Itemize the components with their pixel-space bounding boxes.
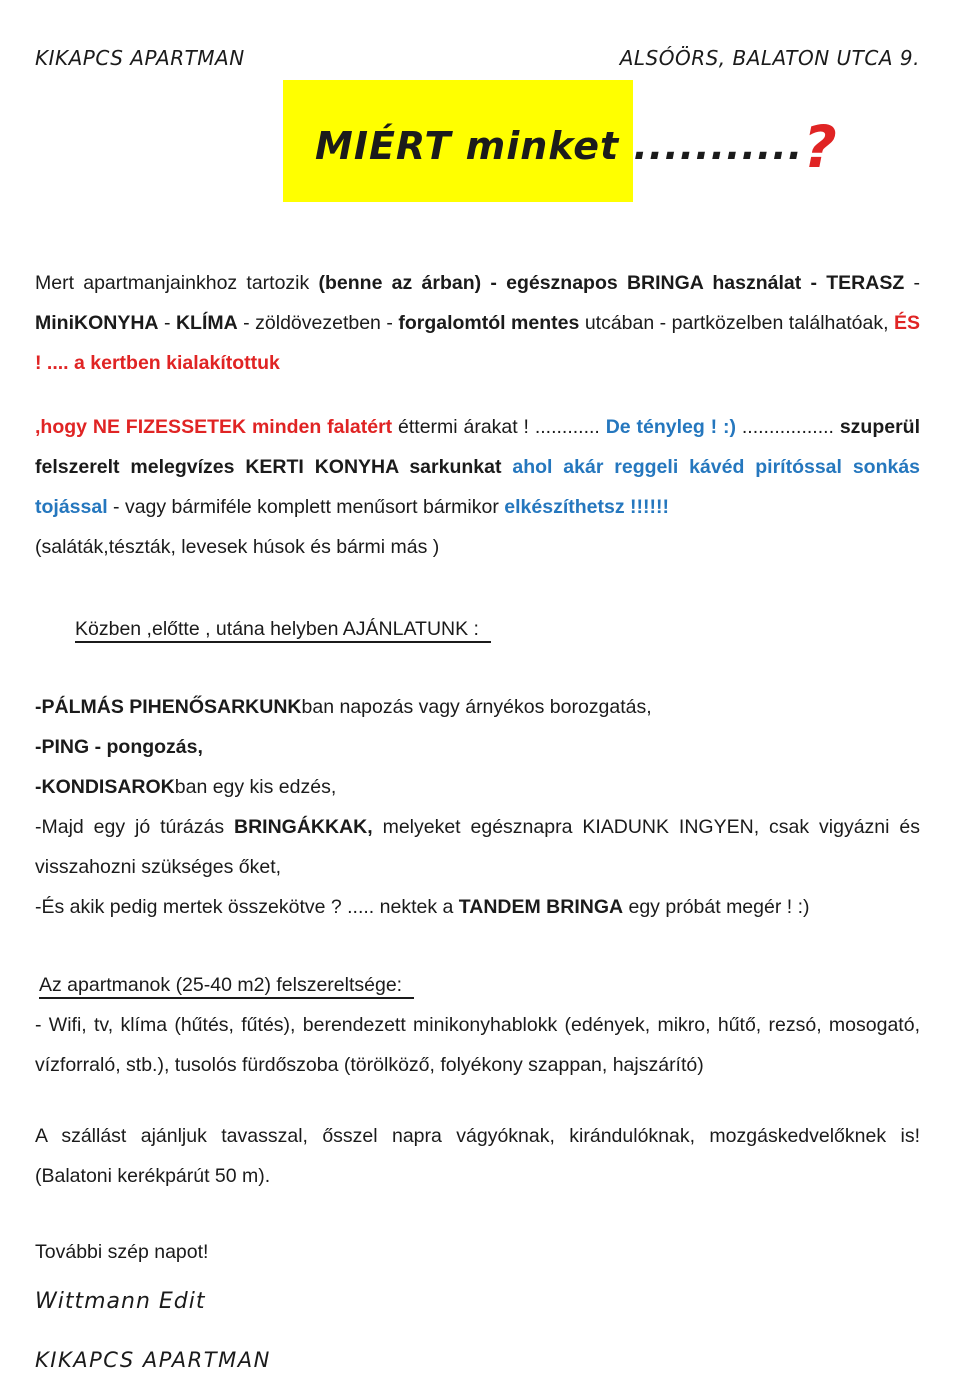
signature-name: Wittmann Edit bbox=[35, 1289, 206, 1315]
offer-item-bringa: -Majd egy jó túrázás BRINGÁKKAK, melyeket egésznapra KIADUNK INGYEN, csak vigyázni és visszahozni szükséges őket, bbox=[35, 815, 920, 878]
headline-text bbox=[315, 113, 838, 181]
kitchen-note: (saláták,tészták, levesek húsok és bármi más ) bbox=[35, 535, 440, 558]
red-question-mark: ? bbox=[803, 113, 838, 181]
equipment-section bbox=[35, 966, 920, 1086]
header-title-left: KIKAPCS APARTMAN bbox=[35, 46, 245, 70]
intro-paragraph: Mert apartmanjainkhoz tartozik (benne az árban) - egésznapos BRINGA használat - TERASZ - MiniKONYHA - KLÍMA - zöldövezetben - forgalomtól mentes utcában - partközelben találhatóak, ÉS ! .... a kertben kialakítottuk bbox=[35, 272, 921, 374]
season-paragraph: A szállást ajánljuk tavasszal, ősszel napra vágyóknak, kirándulóknak, mozgáskedvelőknek is! (Balatoni kerékpárút 50 m). bbox=[35, 1125, 920, 1188]
header-address-right: ALSÓÖRS, BALATON UTCA 9. bbox=[619, 46, 920, 70]
headline-banner bbox=[35, 78, 920, 230]
offer-item-tandem: -És akik pedig mertek összekötve ? ..... nektek a TANDEM BRINGA egy próbát megér ! :) bbox=[35, 895, 810, 918]
offers-heading-text: Közben ,előtte , utána helyben AJÁNLATUNK : bbox=[75, 618, 491, 643]
farewell-text: További szép napot! bbox=[35, 1241, 209, 1264]
offers-heading bbox=[75, 610, 920, 650]
document-header bbox=[35, 46, 920, 70]
equipment-heading bbox=[35, 966, 920, 1006]
equipment-heading-text: Az apartmanok (25-40 m2) felszereltsége: bbox=[39, 974, 414, 999]
kitchen-paragraph: ,hogy NE FIZESSETEK minden falatért éttermi árakat ! ............ De tényleg ! :) ................. szuperül felszerelt melegvízes KERTI KONYHA sarkunkat ahol akár reggeli kávéd pirítóssal sonkás tojással - vagy bármiféle komplett menűsort bármikor elkészíthetsz !!!!!! bbox=[35, 415, 921, 518]
offer-item-palmas: -PÁLMÁS PIHENŐSARKUNKban napozás vagy árnyékos borozgatás, bbox=[35, 695, 652, 718]
offer-item-pingpong: -PING - pongozás, bbox=[35, 735, 203, 758]
equipment-paragraph: - Wifi, tv, klíma (hűtés, fűtés), berendezett minikonyhablokk (edények, mikro, hűtő, rezsó, mosogató, vízforraló, stb.), tusolós fürdőszoba (törölköző, folyékony szappan, hajszárító) bbox=[35, 1013, 920, 1076]
signature-org: KIKAPCS APARTMAN bbox=[35, 1347, 271, 1372]
offer-item-kondisarok: -KONDISAROKban egy kis edzés, bbox=[35, 775, 337, 798]
headline-question-text: MIÉRT minket ........... bbox=[315, 124, 804, 168]
offer-list bbox=[35, 688, 920, 928]
